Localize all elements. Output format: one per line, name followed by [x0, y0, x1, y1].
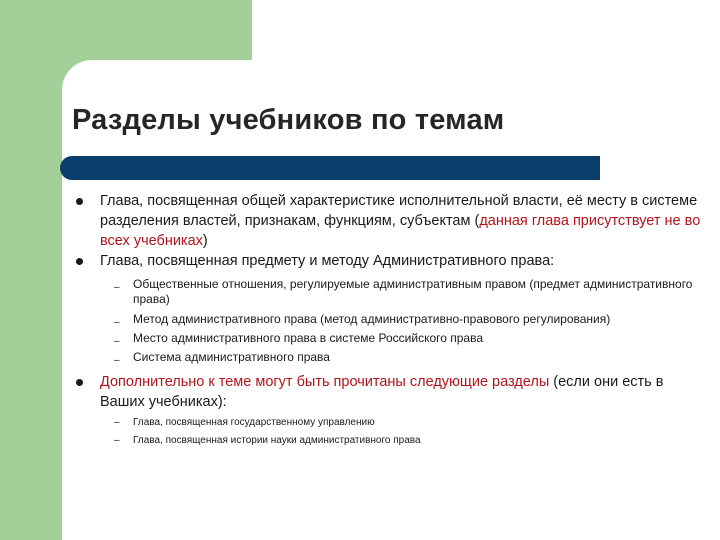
- bullet-1-text: Глава, посвященная общей характеристике исполнительной власти, её месту в системе разделения властей, признакам, функциям, субъектам (: [100, 193, 698, 229]
- bullet-dot: [76, 258, 83, 265]
- sub-item: Система административного права: [133, 350, 330, 364]
- bullet-item-1: [100, 191, 708, 251]
- bullet-item-2: Глава, посвященная предмету и методу Административного права:: [100, 253, 555, 269]
- dash-marker: –: [114, 435, 120, 446]
- dash-marker: –: [114, 355, 120, 366]
- dash-marker: –: [114, 317, 120, 328]
- dash-marker: –: [114, 282, 120, 293]
- bullet-3-text: (если они есть в Ваших учебниках):: [100, 374, 664, 410]
- dash-marker: –: [114, 336, 120, 347]
- sub-item: Место административного права в системе Российского права: [133, 331, 484, 345]
- bullet-dot: [76, 198, 83, 205]
- bullet-item-3: [100, 372, 708, 412]
- title-underline-bar: [60, 156, 600, 180]
- sub-item: Глава, посвященная истории науки административного права: [133, 435, 421, 446]
- bullet-1-note: данная глава присутствует не во всех учебниках: [100, 213, 701, 249]
- slide-title: Разделы учебников по темам: [72, 104, 505, 136]
- bullet-1-close: ): [202, 233, 208, 249]
- bullet-3-highlight: Дополнительно к теме могут быть прочитаны следующие разделы: [100, 374, 550, 390]
- sub-item: Метод административного права (метод административно-правового регулирования): [133, 312, 611, 326]
- dash-marker: –: [114, 417, 120, 428]
- decorative-green-strip: [0, 0, 62, 540]
- sub-item: Общественные отношения, регулируемые административным правом (предмет административного права): [133, 277, 693, 306]
- bullet-dot: [76, 379, 83, 386]
- sub-item: Глава, посвященная государственному управлению: [133, 417, 375, 428]
